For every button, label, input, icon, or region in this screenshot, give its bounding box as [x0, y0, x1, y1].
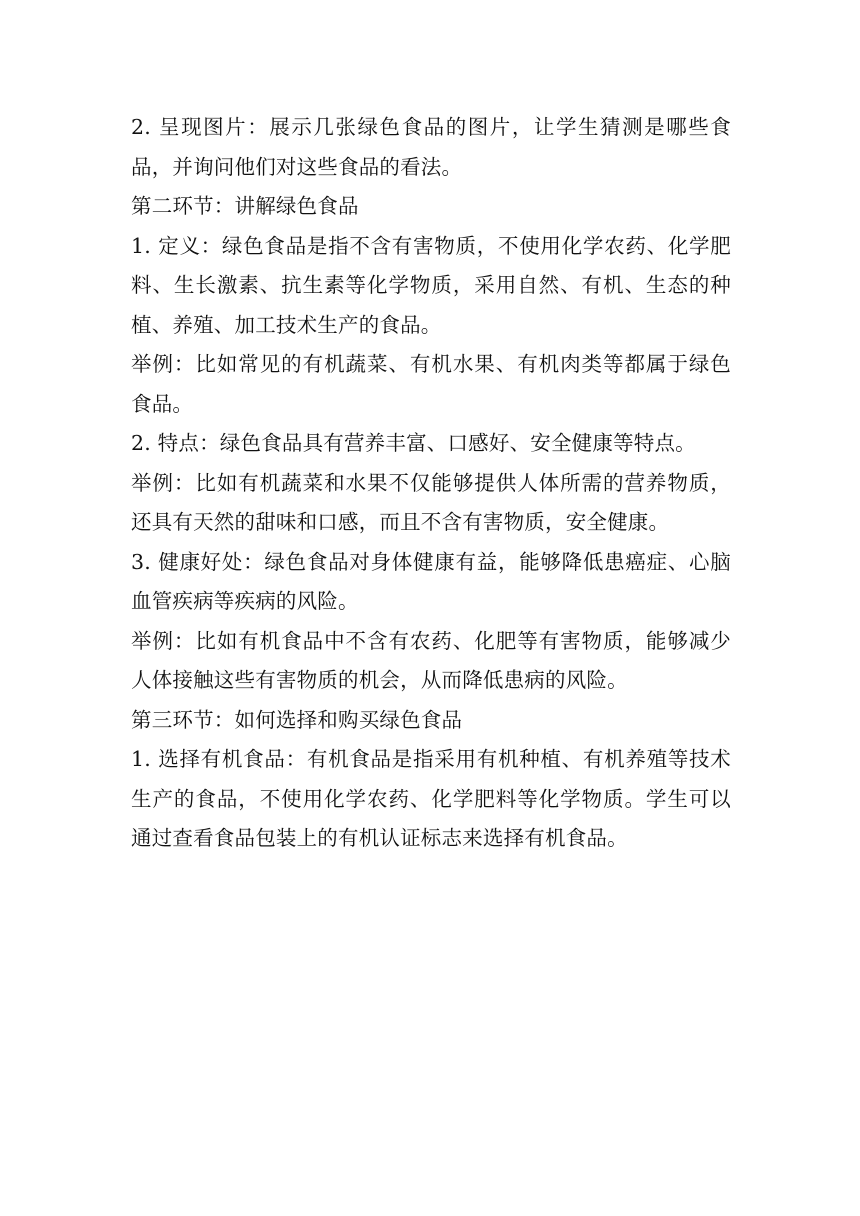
paragraph-health-benefits-example: 举例：比如有机食品中不含有农药、化肥等有害物质，能够减少人体接触这些有害物质的机会，从而降低患病的风险。	[131, 628, 731, 692]
paragraph-health-benefits: 3. 健康好处：绿色食品对身体健康有益，能够降低患癌症、心脑血管疾病等疾病的风险。	[131, 549, 731, 613]
paragraph-features: 2. 特点：绿色食品具有营养丰富、口感好、安全健康等特点。	[131, 431, 696, 455]
document-body	[131, 108, 731, 859]
section-heading-explain-green-food: 第二环节：讲解绿色食品	[131, 194, 359, 218]
paragraph-definition: 1. 定义：绿色食品是指不含有害物质，不使用化学农药、化学肥料、生长激素、抗生素等化学物质，采用自然、有机、生态的种植、养殖、加工技术生产的食品。	[131, 233, 731, 337]
paragraph-definition-example: 举例：比如常见的有机蔬菜、有机水果、有机肉类等都属于绿色食品。	[131, 352, 731, 416]
paragraph-show-pictures: 2. 呈现图片：展示几张绿色食品的图片，让学生猜测是哪些食品，并询问他们对这些食品的看法。	[131, 115, 731, 179]
paragraph-choose-organic-food: 1. 选择有机食品：有机食品是指采用有机种植、有机养殖等技术生产的食品，不使用化学农药、化学肥料等化学物质。学生可以通过查看食品包装上的有机认证标志来选择有机食品。	[131, 747, 731, 850]
section-heading-choose-and-buy: 第三环节：如何选择和购买绿色食品	[131, 707, 463, 732]
paragraph-features-example: 举例：比如有机蔬菜和水果不仅能够提供人体所需的营养物质，还具有天然的甜味和口感，而且不含有害物质，安全健康。	[131, 470, 731, 534]
